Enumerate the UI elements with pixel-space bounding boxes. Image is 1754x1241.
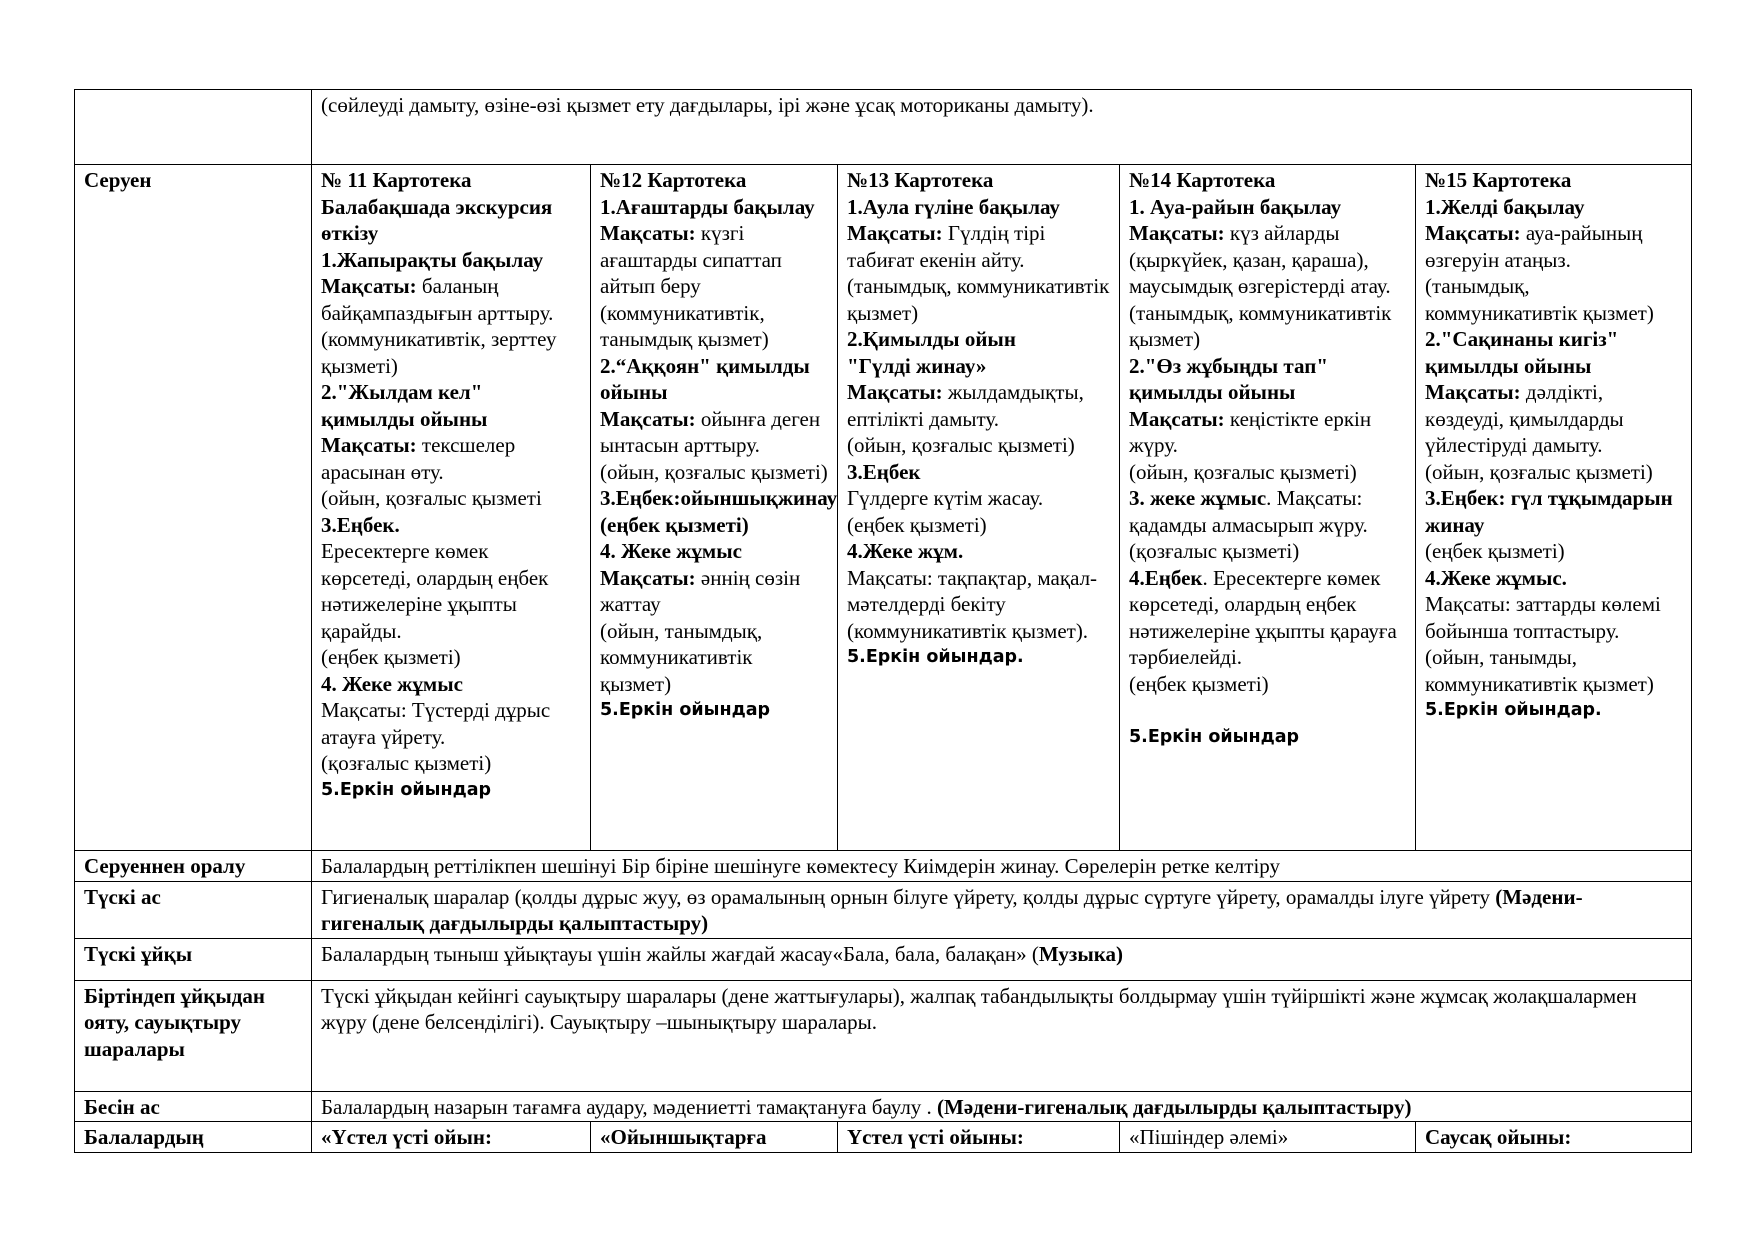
row-walk xyxy=(75,165,1692,851)
card-line: (еңбек қызметі) xyxy=(600,512,749,537)
card-line: Мақсаты: ойынға деген ынтасын арттыру. xyxy=(600,406,821,457)
row-snack xyxy=(75,1091,1692,1122)
walk-card-11 xyxy=(312,165,591,851)
card-line: 5.Еркін ойындар. xyxy=(847,647,1024,667)
card-line: (ойын, қозғалыс қызметі) xyxy=(600,459,828,484)
card-line: Мақсаты: Түстерді дұрыс атауға үйрету. xyxy=(321,698,551,749)
card-line: Мақсаты: күз айларды (қыркүйек, қазан, қараша), маусымдық өзгерістерді атау. xyxy=(1129,221,1391,298)
row-label: Бесін ас xyxy=(75,1091,312,1122)
card-line: Мақсаты: Гүлдің тірі табиғат екенін айту. xyxy=(847,221,1046,272)
card-line: 2.“Аққоян" қимылды ойыны xyxy=(600,353,810,404)
card-line: 1.Ағаштарды бақылау xyxy=(600,194,815,219)
card-line: 5.Еркін ойындар. xyxy=(1425,700,1602,720)
card-line: 4. Жеке жұмыс xyxy=(321,671,463,696)
row-label xyxy=(75,90,312,165)
card-line: 1.Жапырақты бақылау xyxy=(321,247,544,272)
kids-cell: Саусақ ойыны: xyxy=(1416,1122,1692,1153)
walk-card-12 xyxy=(591,165,838,851)
card-line: (еңбек қызметі) xyxy=(1129,671,1269,696)
card-line: Мақсаты: ауа-райының өзгеруін атаңыз. xyxy=(1425,221,1643,272)
card-line: Мақсаты: әннің сөзін жаттау xyxy=(600,565,801,616)
card-line: (танымдық, коммуникативтік қызмет) xyxy=(847,274,1110,325)
row-kids xyxy=(75,1122,1692,1153)
card-line: (ойын, қозғалыс қызметі xyxy=(321,486,542,510)
row-label: Түскі ұйқы xyxy=(75,938,312,980)
card-line: (танымдық, коммуникативтік қызмет) xyxy=(1129,300,1392,351)
row-text-bold: Музыка) xyxy=(1038,941,1124,966)
row-text-bold: (Мәдени-гигеналық дағдылырды қалыптастыру) xyxy=(321,884,1583,935)
row-wake xyxy=(75,980,1692,1091)
walk-card-15 xyxy=(1416,165,1692,851)
card-line: № 11 Картотека xyxy=(321,168,472,192)
row-text xyxy=(312,1091,1692,1122)
card-line: №12 Картотека xyxy=(600,168,747,192)
row-nap xyxy=(75,938,1692,980)
card-line: 1. Ауа-райын бақылау xyxy=(1129,194,1342,219)
card-line: (танымдық, коммуникативтік қызмет) xyxy=(1425,274,1654,325)
walk-card-13 xyxy=(838,165,1120,851)
card-line: Мақсаты: тақпақтар, мақал-мәтелдерді бекіту xyxy=(847,565,1098,616)
row-label: Балалардың xyxy=(75,1122,312,1153)
card-line-lead: Мақсаты: xyxy=(600,565,696,590)
row-text-plain: Гигиеналық шаралар (қолды дұрыс жуу, өз орамалының орнын білуге үйрету, қолды дұрыс сүртуге үйрету, орамалды ілуге үйрету xyxy=(321,884,1496,909)
card-line-lead: Мақсаты: xyxy=(847,221,943,245)
row-return xyxy=(75,851,1692,882)
row-label: Түскі ас xyxy=(75,881,312,938)
kids-cell: «Үстел үсті ойын: xyxy=(312,1122,591,1153)
card-line: (ойын, қозғалыс қызметі) xyxy=(847,433,1075,457)
card-line: (ойын, танымды, коммуникативтік қызмет) xyxy=(1425,645,1654,696)
card-line: №15 Картотека xyxy=(1425,168,1572,192)
card-line: 2."Сақинаны кигіз" қимылды ойыны xyxy=(1425,327,1619,378)
card-line: 3.Еңбек. xyxy=(321,512,400,537)
card-line: (коммуникативтік қызмет). xyxy=(847,618,1089,643)
walk-card-14 xyxy=(1120,165,1416,851)
row-text-plain: Балалардың тыныш ұйықтауы үшін жайлы жағдай жасау«Бала, бала, балақан» ( xyxy=(321,941,1039,966)
row-text: Балалардың реттілікпен шешінуі Бір біріне шешінуге көмектесу Киімдерін жинау. Сөрелерін ретке келтіру xyxy=(312,851,1692,882)
card-line: Мақсаты: баланың байқампаздығын арттыру. xyxy=(321,274,554,325)
card-line: 4.Жеке жұмыс. xyxy=(1425,565,1567,590)
card-line: Ересектерге көмек көрсетеді, олардың еңбек нәтижелеріне ұқыпты қарайды. xyxy=(321,539,549,643)
card-line-lead: Мақсаты: xyxy=(321,274,417,298)
card-line: (қозғалыс қызметі) xyxy=(321,751,492,775)
card-line-lead: 3. жеке жұмыс xyxy=(1129,486,1267,510)
card-line: 5.Еркін ойындар xyxy=(1129,726,1300,747)
card-line: (еңбек қызметі) xyxy=(847,512,987,537)
card-line: 4.Еңбек. Ересектерге көмек көрсетеді, олардың еңбек нәтижелеріне ұқыпты қарауға тәрбиелейді. xyxy=(1129,565,1397,669)
card-line-lead: Мақсаты: xyxy=(600,406,696,431)
card-line: Балабақшада экскурсия өткізу xyxy=(321,194,553,245)
row-text-bold: (Мәдени-гигеналық дағдылырды қалыптастыру) xyxy=(937,1094,1412,1119)
card-line: (ойын, танымдық, коммуникативтік қызмет) xyxy=(600,618,763,696)
row-text: (сөйлеуді дамыту, өзіне-өзі қызмет ету дағдылары, ірі және ұсақ моториканы дамыту). xyxy=(312,90,1692,165)
card-line: 3. жеке жұмыс. Мақсаты: қадамды алмасырып жүру. xyxy=(1129,486,1368,537)
row-top xyxy=(75,90,1692,165)
row-label: Серуеннен оралу xyxy=(75,851,312,882)
card-line: Мақсаты: тексшелер арасынан өту. xyxy=(321,433,516,484)
card-line-lead: 4.Еңбек xyxy=(1129,565,1203,590)
row-text: Түскі ұйқыдан кейінгі сауықтыру шаралары (дене жаттығулары), жалпақ табандылықты болдырмау үшін түйіршікті және жұмсақ жолақшалармен жүру (дене белсенділігі). Сауықтыру –шынықтыру шаралары. xyxy=(312,980,1692,1091)
row-lunch xyxy=(75,881,1692,938)
row-text xyxy=(312,881,1692,938)
card-line: 5.Еркін ойындар xyxy=(321,779,492,800)
card-line-lead: Мақсаты: xyxy=(847,380,943,404)
card-line: 3.Еңбек:ойыншықжинау xyxy=(600,486,838,510)
kids-cell: «Пішіндер әлемі» xyxy=(1120,1122,1416,1153)
card-line: (қозғалыс қызметі) xyxy=(1129,539,1300,563)
card-line: Мақсаты: жылдамдықты, ептілікті дамыту. xyxy=(847,380,1084,431)
kids-cell: «Ойыншықтарға xyxy=(591,1122,838,1153)
card-line: (еңбек қызметі) xyxy=(1425,539,1565,563)
card-line: 4. Жеке жұмыс xyxy=(600,539,742,563)
card-line: Гүлдерге күтім жасау. xyxy=(847,486,1044,510)
card-line-lead: Мақсаты: xyxy=(321,433,417,457)
row-label: Біртіндеп ұйқыдан ояту, сауықтыру шаралары xyxy=(75,980,312,1091)
row-label: Серуен xyxy=(75,165,312,851)
card-line: (еңбек қызметі) xyxy=(321,645,461,669)
row-text-plain: Балалардың назарын тағамға аудару, мәдениетті тамақтануға баулу . xyxy=(321,1094,938,1119)
card-line: Мақсаты: дәлдікті, көздеуді, қимылдарды үйлестіруді дамыту. xyxy=(1425,380,1624,457)
card-line: Мақсаты: заттарды көлемі бойынша топтастыру. xyxy=(1425,592,1661,643)
card-line-lead: Мақсаты: xyxy=(1425,221,1521,245)
card-line: (коммуникативтік, зерттеу қызметі) xyxy=(321,327,557,378)
card-line: Мақсаты: кеңістікте еркін жүру. xyxy=(1129,406,1372,457)
card-line: №14 Картотека xyxy=(1129,168,1276,192)
card-line: Мақсаты: күзгі ағаштарды сипаттап айтып беру xyxy=(600,221,782,298)
row-text xyxy=(312,938,1692,980)
card-line: 4.Жеке жұм. xyxy=(847,539,964,563)
daily-plan-table xyxy=(74,89,1692,1153)
card-line: 2."Өз жұбыңды тап" қимылды ойыны xyxy=(1129,353,1328,404)
card-line: №13 Картотека xyxy=(847,168,994,192)
card-line: 3.Еңбек: гүл тұқымдарын жинау xyxy=(1425,486,1673,537)
card-line-lead: Мақсаты: xyxy=(600,221,696,245)
kids-cell: Үстел үсті ойыны: xyxy=(838,1122,1120,1153)
card-line: 2."Жылдам кел" қимылды ойыны xyxy=(321,380,488,431)
card-line: (ойын, қозғалыс қызметі) xyxy=(1425,459,1653,484)
card-line: 3.Еңбек xyxy=(847,459,921,484)
card-line: 2.Қимылды ойын xyxy=(847,327,1016,351)
card-line xyxy=(1129,697,1406,724)
card-line: "Гүлді жинау» xyxy=(847,353,987,378)
card-line-lead: Мақсаты: xyxy=(1425,380,1521,404)
card-line: 5.Еркін ойындар xyxy=(600,700,771,720)
card-line: 1.Желді бақылау xyxy=(1425,194,1585,219)
card-line: (ойын, қозғалыс қызметі) xyxy=(1129,459,1357,484)
card-line: 1.Аула гүліне бақылау xyxy=(847,194,1060,219)
card-line: (коммуникативтік, танымдық қызмет) xyxy=(600,300,769,351)
card-line-lead: Мақсаты: xyxy=(1129,221,1225,245)
card-line-lead: Мақсаты: xyxy=(1129,406,1225,431)
